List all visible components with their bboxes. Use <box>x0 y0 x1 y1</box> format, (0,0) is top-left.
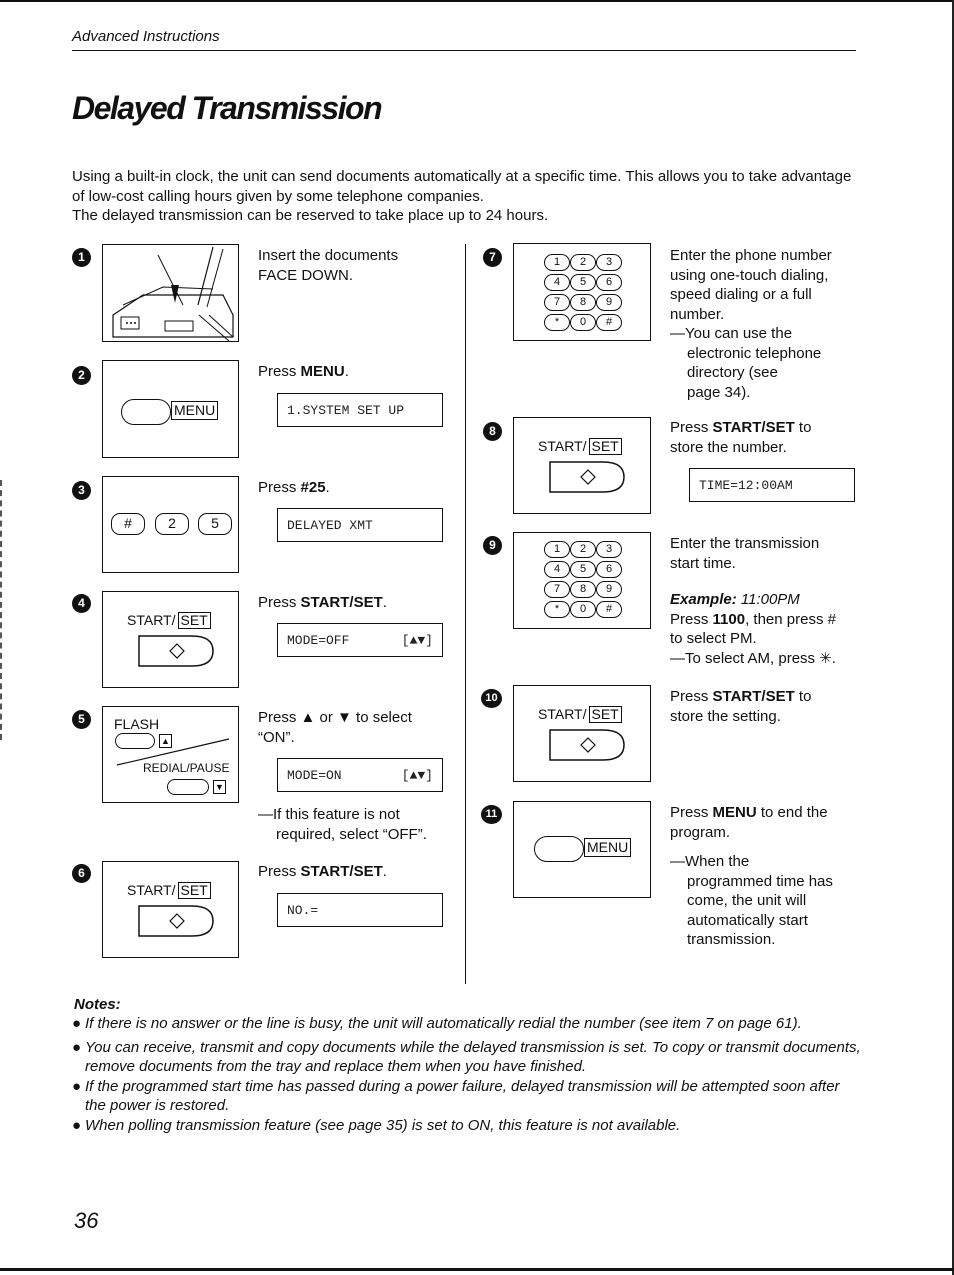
key-5: 5 <box>570 561 596 578</box>
key-3: 3 <box>596 541 622 558</box>
flash-label: FLASH <box>114 716 160 732</box>
menu-button-illustration <box>102 360 239 458</box>
bullet-icon: ● <box>72 1015 82 1032</box>
step-9-line-1: Enter the transmission <box>670 535 820 552</box>
lcd-display-step-2 <box>277 393 443 427</box>
notes-list <box>72 1014 862 1135</box>
step-11-text <box>670 803 833 950</box>
step-2-pre: Press <box>258 363 301 380</box>
start-set-button-illustration <box>102 861 239 958</box>
step-5-line-2: “ON”. <box>258 728 295 746</box>
step-10-pre: Press <box>670 688 713 705</box>
example-value: 11:00PM <box>740 591 800 608</box>
start-set-button-illustration <box>513 685 651 782</box>
fax-machine-icon <box>103 245 238 341</box>
step-10-line-1 <box>670 687 811 707</box>
flash-redial-illustration <box>102 706 239 803</box>
down-arrow-icon: ▼ <box>213 780 226 794</box>
step-9-text <box>670 534 836 668</box>
step-7-line-7: directory (see <box>687 364 778 381</box>
set-label: SET <box>589 438 622 455</box>
intro-paragraph-1: Using a built-in clock, the unit can send documents automatically at a specific time. This allows you to take advantage of low-cost calling hours given by some telephone companies. <box>72 168 852 205</box>
step-number-7: 7 <box>483 248 502 267</box>
menu-button-shape <box>121 399 171 425</box>
top-border <box>0 0 954 2</box>
step-9-example <box>670 590 836 610</box>
section-header: Advanced Instructions <box>72 28 220 45</box>
step-2-text <box>258 362 349 382</box>
note-text: If the programmed start time has passed during a power failure, delayed transmission will be attempted soon after the power is restored. <box>85 1077 840 1114</box>
menu-button-illustration <box>513 801 651 898</box>
menu-button-shape <box>534 836 584 862</box>
start-button-icon <box>548 460 628 494</box>
bullet-icon: ● <box>72 1077 82 1095</box>
step-7-line-4: number. <box>670 305 725 323</box>
step-9-line-2: start time. <box>670 554 736 572</box>
step-3-pre: Press <box>258 479 301 496</box>
step-8-text <box>670 418 811 457</box>
example-label: Example: <box>670 591 737 608</box>
key-4: 4 <box>544 561 570 578</box>
set-label: SET <box>178 882 211 899</box>
step-11-note-2: programmed time has <box>687 872 833 890</box>
lcd-display-step-4 <box>277 623 443 657</box>
key-2: 2 <box>155 513 189 535</box>
step-3-text <box>258 478 330 498</box>
step-9-line-3-post: , then press # <box>745 610 836 628</box>
note-text: If there is no answer or the line is busy, the unit will automatically redial the number (see item 7 on page 61). <box>85 1015 802 1032</box>
fax-machine-illustration <box>102 244 239 342</box>
step-7-line-5: —You can use the <box>670 325 793 342</box>
key-4: 4 <box>544 274 570 291</box>
keypad-illustration <box>513 532 651 629</box>
step-7-line-1: Enter the phone number <box>670 247 832 264</box>
lcd-display-step-5 <box>277 758 443 792</box>
lcd-text: MODE=OFF <box>287 632 350 648</box>
lcd-text: MODE=ON <box>287 767 342 783</box>
keypad-illustration <box>513 243 651 341</box>
start-label: START/ <box>538 706 587 722</box>
step-5-note-line-2: required, select “OFF”. <box>276 825 427 843</box>
step-number-6: 6 <box>72 864 91 883</box>
step-2-bold: MENU <box>300 363 345 380</box>
step-number-1: 1 <box>72 248 91 267</box>
column-divider <box>465 244 466 984</box>
lcd-display-step-8 <box>689 468 855 502</box>
set-label: SET <box>178 612 211 629</box>
step-11-note-4: automatically start <box>687 911 808 929</box>
key-5: 5 <box>570 274 596 291</box>
lcd-text: DELAYED XMT <box>287 517 373 533</box>
step-11-note-5: transmission. <box>687 931 776 948</box>
key-5: 5 <box>198 513 232 535</box>
key-1: 1 <box>544 541 570 558</box>
step-number-2: 2 <box>72 366 91 385</box>
note-text: When polling transmission feature (see page 35) is set to ON, this feature is not available. <box>85 1116 681 1134</box>
step-6-text <box>258 862 387 882</box>
key-9: 9 <box>596 294 622 311</box>
step-7-text <box>670 246 832 402</box>
start-button-icon <box>137 904 217 938</box>
step-2-post: . <box>344 363 349 380</box>
step-10-bold: START/SET <box>712 688 795 705</box>
step-number-8: 8 <box>483 422 502 441</box>
step-3-bold: #25 <box>300 479 326 496</box>
key-3: 3 <box>596 254 622 271</box>
start-set-label <box>127 612 211 629</box>
step-11-note-1: —When the <box>670 853 750 870</box>
step-9-line-3-pre: Press <box>670 610 713 628</box>
step-5-line-1: Press ▲ or ▼ to select <box>258 709 412 726</box>
step-7-line-8: page 34). <box>687 383 751 401</box>
start-set-button-illustration <box>513 417 651 514</box>
step-8-bold: START/SET <box>712 419 795 436</box>
notes-title: Notes: <box>74 996 121 1013</box>
left-scan-marks <box>0 480 2 740</box>
start-button-icon <box>137 634 217 668</box>
step-5-note <box>258 805 427 844</box>
lcd-text: TIME=12:00AM <box>699 477 793 493</box>
note-item <box>72 1038 862 1077</box>
key-2: 2 <box>570 541 596 558</box>
menu-button-label: MENU <box>584 838 631 857</box>
set-label: SET <box>589 706 622 723</box>
step-9-line-5: —To select AM, press ✳. <box>670 649 836 667</box>
intro-text <box>72 167 862 226</box>
step-4-post: . <box>382 594 387 611</box>
bullet-icon: ● <box>72 1116 82 1134</box>
step-3-post: . <box>325 479 330 496</box>
key-0: 0 <box>570 314 596 331</box>
start-set-label <box>538 438 622 455</box>
step-11-pre: Press <box>670 804 713 821</box>
step-number-3: 3 <box>72 481 91 500</box>
step-6-post: . <box>382 863 387 880</box>
step-8-line-2: store the number. <box>670 438 787 456</box>
key-star: * <box>544 314 570 331</box>
redial-button-shape <box>167 779 209 795</box>
step-5-note-line-1: —If this feature is not <box>258 806 400 823</box>
hash-key: # <box>111 513 145 535</box>
lcd-arrows: [▲▼] <box>401 632 433 648</box>
step-8-post: to <box>794 419 812 436</box>
step-10-text <box>670 687 811 726</box>
key-8: 8 <box>570 294 596 311</box>
key-9: 9 <box>596 581 622 598</box>
key-hash: # <box>596 601 622 618</box>
key-7: 7 <box>544 294 570 311</box>
step-number-11: 11 <box>481 805 502 824</box>
key-6: 6 <box>596 274 622 291</box>
step-1-text <box>258 246 398 285</box>
step-number-5: 5 <box>72 710 91 729</box>
step-4-pre: Press <box>258 594 301 611</box>
up-arrow-icon: ▲ <box>159 734 172 748</box>
step-6-pre: Press <box>258 863 301 880</box>
menu-button-label: MENU <box>171 401 218 420</box>
step-number-4: 4 <box>72 594 91 613</box>
keys-illustration <box>102 476 239 573</box>
bottom-border <box>0 1268 954 1271</box>
step-11-line-1 <box>670 803 833 823</box>
note-item <box>72 1116 862 1136</box>
header-rule <box>72 50 856 51</box>
start-label: START/ <box>127 882 176 898</box>
keypad <box>544 541 624 621</box>
key-0: 0 <box>570 601 596 618</box>
key-hash: # <box>596 314 622 331</box>
page-title: Delayed Transmission <box>72 90 382 126</box>
step-11-bold: MENU <box>712 804 757 821</box>
note-text: You can receive, transmit and copy documents while the delayed transmission is set. To copy or transmit documents, remove documents from the tray and replace them when you have finished. <box>85 1038 861 1075</box>
start-label: START/ <box>538 438 587 454</box>
lcd-arrows: [▲▼] <box>401 767 433 783</box>
step-11-line-2: program. <box>670 823 731 841</box>
step-9-line-4: to select PM. <box>670 630 757 647</box>
lcd-display-step-3 <box>277 508 443 542</box>
step-8-line-1 <box>670 418 811 438</box>
step-number-10: 10 <box>481 689 502 708</box>
step-4-text <box>258 593 387 613</box>
step-1-line-1: Insert the documents <box>258 247 399 264</box>
step-9-line-3-bold: 1100 <box>712 610 746 628</box>
step-7-line-2: using one-touch dialing, <box>670 266 829 284</box>
key-1: 1 <box>544 254 570 271</box>
lcd-text: NO.= <box>287 902 319 918</box>
start-label: START/ <box>127 612 176 628</box>
step-1-line-2: FACE DOWN. <box>258 266 354 284</box>
page-number: 36 <box>74 1208 99 1233</box>
key-7: 7 <box>544 581 570 598</box>
step-10-line-2: store the setting. <box>670 707 781 725</box>
lcd-text: 1.SYSTEM SET UP <box>287 402 405 418</box>
start-set-button-illustration <box>102 591 239 688</box>
key-8: 8 <box>570 581 596 598</box>
note-item <box>72 1014 862 1034</box>
start-button-icon <box>548 728 628 762</box>
step-7-line-3: speed dialing or a full <box>670 286 812 303</box>
keypad <box>544 254 624 334</box>
step-11-post: to end the <box>756 804 828 821</box>
step-4-bold: START/SET <box>300 594 383 611</box>
key-star: * <box>544 601 570 618</box>
lcd-display-step-6 <box>277 893 443 927</box>
key-2: 2 <box>570 254 596 271</box>
start-set-label <box>127 882 211 899</box>
intro-paragraph-2: The delayed transmission can be reserved to take place up to 24 hours. <box>72 207 549 224</box>
note-item <box>72 1077 862 1116</box>
step-7-line-6: electronic telephone <box>687 344 822 362</box>
redial-pause-label: REDIAL/PAUSE <box>143 761 230 775</box>
step-11-note-3: come, the unit will <box>687 892 807 909</box>
step-number-9: 9 <box>483 536 502 555</box>
key-6: 6 <box>596 561 622 578</box>
step-9-line-3 <box>670 610 836 630</box>
step-6-bold: START/SET <box>300 863 383 880</box>
step-8-pre: Press <box>670 419 713 436</box>
step-5-text <box>258 708 412 747</box>
step-10-post: to <box>794 688 812 705</box>
bullet-icon: ● <box>72 1038 82 1056</box>
start-set-label <box>538 706 622 723</box>
